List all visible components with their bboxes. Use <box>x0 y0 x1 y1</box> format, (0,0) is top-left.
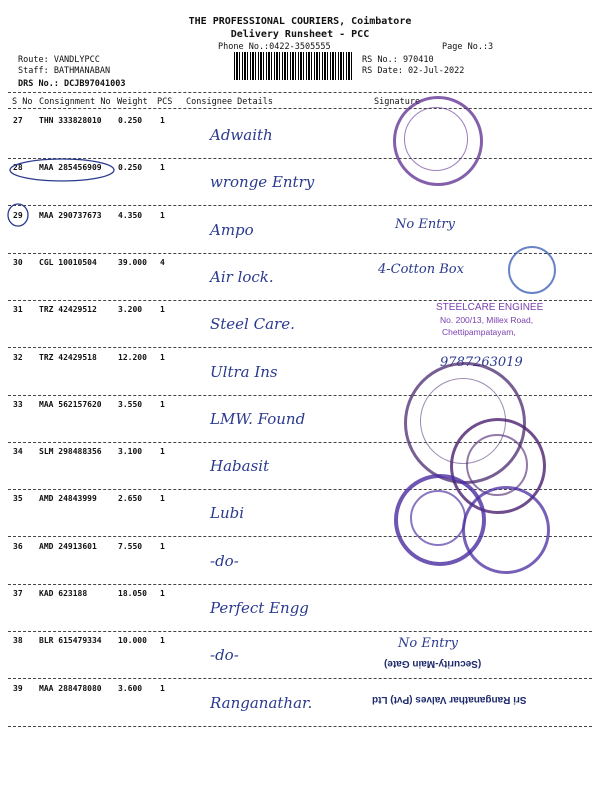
row-consignee: Perfect Engg <box>210 599 309 617</box>
airlock-stamp <box>508 246 556 294</box>
row-consignee: -do- <box>210 646 239 665</box>
row-consignment: TRZ 42429512 <box>39 305 97 315</box>
row-weight: 3.600 <box>118 683 143 693</box>
steelcare-stamp-line2: No. 200/13, Millex Road, <box>440 315 534 325</box>
row-consignment: KAD 623188 <box>39 589 88 598</box>
col-consignment: Consignment No <box>39 97 111 107</box>
row-pcs: 1 <box>160 210 165 220</box>
row-consignment: TRZ 42429518 <box>39 352 97 362</box>
steelcare-stamp-line3: Chettipampatayam, <box>442 327 516 337</box>
col-consignee: Consignee Details <box>186 97 273 107</box>
row-signature: 9787263019 <box>440 354 523 370</box>
row-signature: No Entry <box>395 216 455 232</box>
staff-label: Staff: BATHMANABAN <box>18 66 111 76</box>
row-consignment: MAA 562157620 <box>39 399 102 409</box>
row-sno: 28 <box>13 163 23 173</box>
row-sno: 27 <box>13 116 23 125</box>
row-sno: 29 <box>13 210 23 220</box>
row-consignee: Habasit <box>210 457 270 476</box>
route-label: Route: VANDLYPCC <box>18 55 100 65</box>
row-pcs: 1 <box>160 352 165 362</box>
row-weight: 3.550 <box>118 399 143 409</box>
row-signature: 4-Cotton Box <box>378 261 464 277</box>
row-sno: 31 <box>13 305 23 315</box>
row-weight: 7.550 <box>118 541 143 551</box>
row-weight: 18.050 <box>118 589 147 598</box>
row-sno: 32 <box>13 352 23 362</box>
row-weight: 12.200 <box>118 352 147 362</box>
row-consignee: Ultra Ins <box>210 362 278 381</box>
row-weight: 0.250 <box>118 163 143 173</box>
row-pcs: 1 <box>160 589 165 598</box>
row-consignee: Steel Care. <box>210 315 295 334</box>
row-sno: 38 <box>13 636 23 646</box>
row-signature: No Entry <box>398 636 458 652</box>
row-sno: 39 <box>13 683 23 693</box>
row-consignee: Lubi <box>210 504 245 523</box>
steelcare-stamp-line1: STEELCARE ENGINEE <box>436 302 544 313</box>
rs-number: RS No.: 970410 <box>362 55 434 65</box>
col-pcs: PCS <box>157 97 173 107</box>
row-weight: 39.000 <box>118 257 147 267</box>
page-number: Page No.:3 <box>442 42 494 52</box>
col-sno: S No <box>12 97 33 107</box>
row-pcs: 1 <box>160 683 165 693</box>
row-weight: 3.200 <box>118 305 143 315</box>
row-consignee: LMW. Found <box>210 409 306 428</box>
row-pcs: 1 <box>160 116 165 125</box>
row-weight: 10.000 <box>118 636 147 646</box>
drs-number: DRS No.: DCJB97041003 <box>18 79 126 89</box>
security-stamp-inner <box>404 107 468 171</box>
row-weight: 4.350 <box>118 210 143 220</box>
row-consignee: Ranganathar. <box>210 693 313 712</box>
row-pcs: 1 <box>160 163 165 173</box>
row-sno: 30 <box>13 257 23 267</box>
row-consignment: SLM 298488356 <box>39 447 102 457</box>
lubi-stamp-2 <box>462 486 550 574</box>
row-consignment: MAA 290737673 <box>39 210 102 220</box>
row-pcs: 1 <box>160 399 165 409</box>
row-pcs: 1 <box>160 447 165 457</box>
col-signature: Signature <box>374 97 421 107</box>
row-sno: 34 <box>13 447 23 457</box>
row-weight: 0.250 <box>118 116 143 125</box>
row-consignment: BLR 615479334 <box>39 636 102 646</box>
security-gate-stamp: (Security-Main Gate) <box>384 658 482 669</box>
row-consignment: THN 333828010 <box>39 116 102 125</box>
row-sno: 33 <box>13 399 23 409</box>
col-weight: Weight <box>117 97 148 107</box>
row-consignment: MAA 285456909 <box>39 163 102 173</box>
ranganathar-stamp: Sri Ranganathar Valves (Pvt) Ltd <box>372 694 527 705</box>
row-pcs: 1 <box>160 636 165 646</box>
row-consignment: CGL 10010504 <box>39 257 97 267</box>
row-pcs: 1 <box>160 494 165 504</box>
row-consignee: Air lock. <box>210 267 274 286</box>
row-weight: 3.100 <box>118 447 143 457</box>
row-sno: 36 <box>13 541 23 551</box>
document-subtitle: Delivery Runsheet - PCC <box>230 29 370 40</box>
row-consignment: MAA 288478080 <box>39 683 102 693</box>
row-pcs: 4 <box>160 257 165 267</box>
row-consignee: Adwaith <box>210 126 273 144</box>
row-pcs: 1 <box>160 305 165 315</box>
row-sno: 35 <box>13 494 23 504</box>
row-consignment: AMD 24913601 <box>39 541 97 551</box>
row-consignee: Ampo <box>210 220 254 239</box>
row-sno: 37 <box>13 589 23 598</box>
row-consignment: AMD 24843999 <box>39 494 97 504</box>
phone-number: Phone No.:0422-3505555 <box>218 42 331 52</box>
row-pcs: 1 <box>160 541 165 551</box>
row-weight: 2.650 <box>118 494 143 504</box>
rs-date: RS Date: 02-Jul-2022 <box>362 66 465 76</box>
lubi-stamp-inner <box>410 490 466 546</box>
row-consignee: -do- <box>210 551 239 570</box>
document-title: THE PROFESSIONAL COURIERS, Coimbatore <box>188 16 412 27</box>
row-consignee: wronge Entry <box>210 173 315 192</box>
